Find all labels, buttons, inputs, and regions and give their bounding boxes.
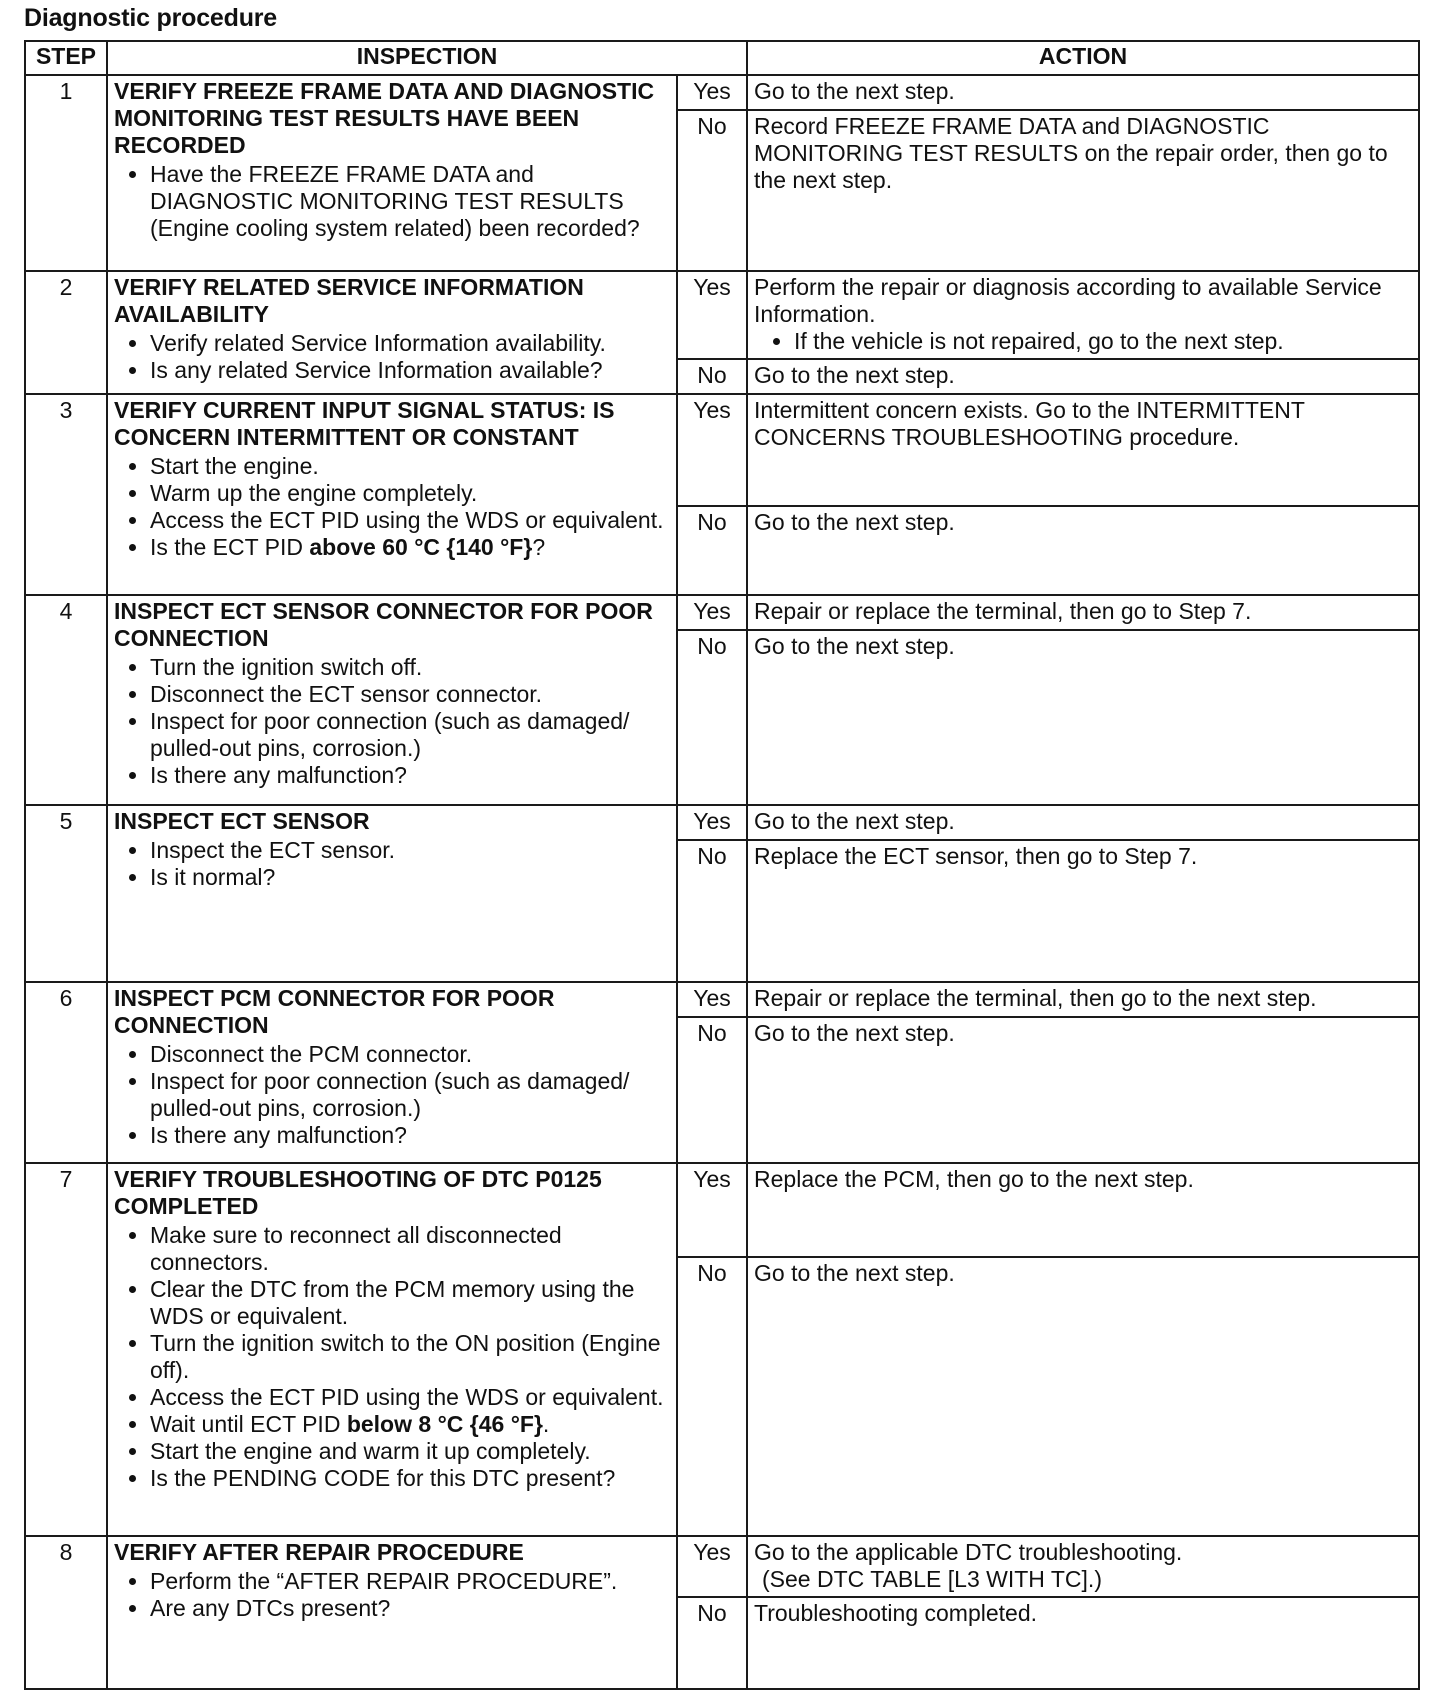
step-number: 2 xyxy=(25,271,107,394)
no-action: Record FREEZE FRAME DATA and DIAGNOSTIC MONITORING TEST RESULTS on the repair order, then go to the next step. xyxy=(747,110,1419,271)
no-label: No xyxy=(677,359,747,394)
inspection-title: INSPECT ECT SENSOR xyxy=(114,808,370,835)
inspection-bullet: • Verify related Service Information availability. xyxy=(150,330,670,357)
inspection-bullet: • Turn the ignition switch to the ON position (Engine off). xyxy=(150,1330,670,1384)
inspection-bullet xyxy=(150,534,670,561)
inspection-title: VERIFY FREEZE FRAME DATA AND DIAGNOSTIC MONITORING TEST RESULTS HAVE BEEN RECORDED xyxy=(114,78,655,158)
bullet-bold-text: above 60 °C {140 °F} xyxy=(309,533,533,560)
bullet-text: ? xyxy=(532,533,546,560)
table-row xyxy=(25,271,1419,360)
inspection-cell xyxy=(107,394,677,596)
step-number: 3 xyxy=(25,394,107,596)
bullet-text: Wait until ECT PID xyxy=(150,1411,347,1438)
header-action: ACTION xyxy=(747,41,1419,75)
no-label: No xyxy=(677,1597,747,1689)
inspection-title: VERIFY TROUBLESHOOTING OF DTC P0125 COMPLETED xyxy=(114,1166,602,1220)
inspection-cell xyxy=(107,982,677,1163)
inspection-cell xyxy=(107,271,677,394)
inspection-title: VERIFY CURRENT INPUT SIGNAL STATUS: IS CONCERN INTERMITTENT OR CONSTANT xyxy=(114,396,615,450)
inspection-bullet: • Is any related Service Information available? xyxy=(150,357,670,384)
inspection-title: INSPECT PCM CONNECTOR FOR POOR CONNECTION xyxy=(114,985,555,1039)
inspection-bullet: • Is there any malfunction? xyxy=(150,762,670,789)
inspection-cell xyxy=(107,595,677,805)
inspection-bullet: • Disconnect the ECT sensor connector. xyxy=(150,681,670,708)
table-row xyxy=(25,1163,1419,1257)
no-action: Go to the next step. xyxy=(747,1017,1419,1164)
inspection-bullet: • Start the engine. xyxy=(150,453,670,480)
yes-action: Replace the PCM, then go to the next step. xyxy=(747,1163,1419,1257)
inspection-bullet: • Start the engine and warm it up completely. xyxy=(150,1438,670,1465)
inspection-bullet: • Disconnect the PCM connector. xyxy=(150,1041,670,1068)
bullet-text: . xyxy=(542,1411,550,1438)
step-number: 8 xyxy=(25,1536,107,1689)
no-action: Go to the next step. xyxy=(747,630,1419,805)
header-inspection: INSPECTION xyxy=(107,41,747,75)
no-label: No xyxy=(677,840,747,983)
inspection-bullet xyxy=(150,1411,670,1438)
yes-action: Repair or replace the terminal, then go to the next step. xyxy=(747,982,1419,1017)
yes-action-reference: (See DTC TABLE [L3 WITH TC].) xyxy=(762,1566,1102,1593)
bullet-bold-text: below 8 °C {46 °F} xyxy=(346,1411,543,1438)
inspection-title: INSPECT ECT SENSOR CONNECTOR FOR POOR CONNECTION xyxy=(114,598,653,652)
yes-action-text: Perform the repair or diagnosis according to available Service Information. xyxy=(754,273,1382,327)
yes-action xyxy=(747,271,1419,360)
diagnostic-procedure-table xyxy=(24,40,1420,1690)
header-step: STEP xyxy=(25,41,107,75)
inspection-bullet: • Make sure to reconnect all disconnected connectors. xyxy=(150,1222,670,1276)
yes-action xyxy=(747,1536,1419,1597)
table-row xyxy=(25,75,1419,110)
inspection-bullet: • Inspect for poor connection (such as damaged/ pulled-out pins, corrosion.) xyxy=(150,708,670,762)
yes-label: Yes xyxy=(677,982,747,1017)
yes-action-bullet: • If the vehicle is not repaired, go to the next step. xyxy=(794,328,1412,355)
no-label: No xyxy=(677,1017,747,1164)
document-title: Diagnostic procedure xyxy=(24,4,277,32)
no-action: Go to the next step. xyxy=(747,506,1419,596)
inspection-cell xyxy=(107,1536,677,1689)
inspection-bullet: • Access the ECT PID using the WDS or equivalent. xyxy=(150,1384,670,1411)
inspection-bullet: • Is there any malfunction? xyxy=(150,1122,670,1149)
inspection-title: VERIFY RELATED SERVICE INFORMATION AVAILABILITY xyxy=(114,273,584,327)
no-action: Troubleshooting completed. xyxy=(747,1597,1419,1689)
inspection-bullet: • Are any DTCs present? xyxy=(150,1595,670,1622)
table-row xyxy=(25,394,1419,506)
inspection-bullet: • Turn the ignition switch off. xyxy=(150,654,670,681)
no-label: No xyxy=(677,630,747,805)
yes-action: Go to the next step. xyxy=(747,75,1419,110)
inspection-bullet: • Access the ECT PID using the WDS or equivalent. xyxy=(150,507,670,534)
no-action: Go to the next step. xyxy=(747,1257,1419,1536)
inspection-cell xyxy=(107,1163,677,1536)
inspection-bullet: • Inspect the ECT sensor. xyxy=(150,837,670,864)
yes-action-text: Go to the applicable DTC troubleshooting. xyxy=(754,1539,1183,1566)
bullet-text: Is the ECT PID xyxy=(150,533,310,560)
inspection-title: VERIFY AFTER REPAIR PROCEDURE xyxy=(114,1539,524,1566)
step-number: 4 xyxy=(25,595,107,805)
step-number: 5 xyxy=(25,805,107,982)
yes-label: Yes xyxy=(677,1536,747,1597)
yes-label: Yes xyxy=(677,595,747,630)
step-number: 7 xyxy=(25,1163,107,1536)
inspection-cell xyxy=(107,75,677,271)
no-label: No xyxy=(677,1257,747,1536)
no-label: No xyxy=(677,110,747,271)
no-action: Replace the ECT sensor, then go to Step 7. xyxy=(747,840,1419,983)
step-number: 6 xyxy=(25,982,107,1163)
no-action: Go to the next step. xyxy=(747,359,1419,394)
inspection-bullet: • Is it normal? xyxy=(150,864,670,891)
inspection-bullet: • Warm up the engine completely. xyxy=(150,480,670,507)
inspection-bullet: • Clear the DTC from the PCM memory using the WDS or equivalent. xyxy=(150,1276,670,1330)
inspection-bullet: • Is the PENDING CODE for this DTC present? xyxy=(150,1465,670,1492)
table-row xyxy=(25,982,1419,1017)
inspection-bullet: • Inspect for poor connection (such as damaged/ pulled-out pins, corrosion.) xyxy=(150,1068,670,1122)
table-row xyxy=(25,805,1419,840)
table-row xyxy=(25,595,1419,630)
yes-label: Yes xyxy=(677,1163,747,1257)
yes-action: Intermittent concern exists. Go to the INTERMITTENT CONCERNS TROUBLESHOOTING procedure. xyxy=(747,394,1419,506)
yes-action: Repair or replace the terminal, then go to Step 7. xyxy=(747,595,1419,630)
table-header-row xyxy=(25,41,1419,75)
yes-label: Yes xyxy=(677,271,747,360)
step-number: 1 xyxy=(25,75,107,271)
yes-label: Yes xyxy=(677,805,747,840)
table-row xyxy=(25,1536,1419,1597)
inspection-bullet: • Perform the “AFTER REPAIR PROCEDURE”. xyxy=(150,1568,670,1595)
inspection-cell xyxy=(107,805,677,982)
no-label: No xyxy=(677,506,747,596)
yes-action: Go to the next step. xyxy=(747,805,1419,840)
yes-label: Yes xyxy=(677,75,747,110)
inspection-bullet: • Have the FREEZE FRAME DATA and DIAGNOSTIC MONITORING TEST RESULTS (Engine cooling system related) been recorded? xyxy=(150,161,670,242)
yes-label: Yes xyxy=(677,394,747,506)
